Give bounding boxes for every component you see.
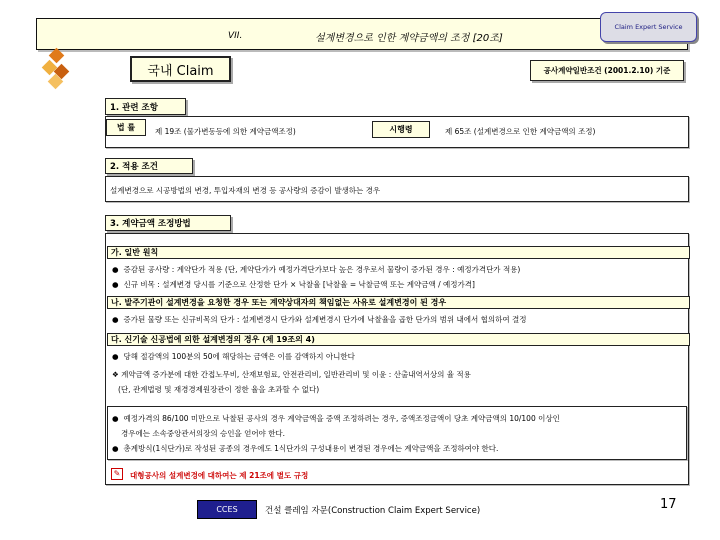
section-title-1: 1. 관련 조항 [105,98,186,115]
list-item: ● 예정가격의 86/100 미만으로 낙찰된 공사의 경우 계약금액을 증액 조정하려는 경우, 증액조정금액이 당초 계약금액의 10/100 이상인 [112,414,560,423]
list-item: ● 증감된 공사량 : 계약단가 적용 (단, 계약단가가 예정가격단가보다 높은 경우로서 물량이 증가된 경우 : 예정가격단가 적용) [112,265,521,274]
list-item-continued: 경우에는 소속중앙관서의장의 승인을 얻어야 한다. [121,429,286,438]
list-item: ● 증가된 물량 또는 신규비목의 단가 : 설계변경시 단가와 설계변경시 단가에 낙찰율을 곱한 단가의 범위 내에서 협의하여 결정 [112,315,527,324]
footer-org: 건설 클레임 자문(Construction Claim Expert Service) [265,506,481,516]
topic-label: 국내 Claim [130,56,231,82]
reference-label: 공사계약일반조건 (2001.2.10) 기준 [530,60,684,81]
list-item: ● 총계방식(1식단가)로 작성된 공종의 경우에도 1식단가의 구성내용이 변경된 경우에는 계약금액을 조정하여야 한다. [112,444,499,453]
decree-text: 제 65조 (설계변경으로 인한 계약금액의 조정) [445,127,596,136]
diamond-cluster-icon [42,44,72,94]
warning-text: 대형공사의 설계변경에 대하여는 제 21조에 별도 규정 [130,471,309,480]
page-number: 17 [660,497,677,512]
section-title-3: 3. 계약금액 조정방법 [105,215,231,231]
note-line-2: (단, 관계법령 및 재경경제원장관이 정한 율을 초과할 수 없다) [118,385,320,394]
list-item: ● 당해 절감액의 100분의 50에 해당하는 금액은 이를 감액하지 아니한다 [112,352,355,361]
condition-text: 설계변경으로 시공방법의 변경, 투입자재의 변경 등 공사량의 증감이 발생하는 경우 [110,186,381,195]
subheading-b: 나. 발주기관이 설계변경을 요청한 경우 또는 계약상대자의 책임없는 사유로 설계변경이 된 경우 [107,296,690,309]
cces-logo: CCES [197,500,257,519]
section-number: VII. [228,31,243,41]
subheading-a: 가. 일반 원칙 [107,246,690,259]
decree-label: 시행령 [372,121,430,138]
subheading-c: 다. 신기술 신공법에 의한 설계변경의 경우 (제 19조의 4) [107,333,690,346]
section-title-2: 2. 적용 조건 [105,158,193,174]
law-text: 제 19조 (물가변동등에 의한 계약금액조정) [155,127,296,136]
page-title: 설계변경으로 인한 계약금액의 조정 [20조] [315,33,503,44]
law-label: 법 률 [106,119,146,136]
note-line-1: ❖ 계약금액 증가분에 대한 간접노무비, 산재보험료, 안전관리비, 일반관리비 및 이윤 : 산출내역서상의 율 적용 [112,370,471,379]
list-item: ● 신규 비목 : 설계변경 당시를 기준으로 산정한 단가 × 낙찰율 [낙찰율 = 낙찰금액 또는 계약금액 / 예정가격] [112,280,475,289]
service-badge: Claim Expert Service [600,12,697,42]
warning-icon: ✎ [111,468,123,480]
